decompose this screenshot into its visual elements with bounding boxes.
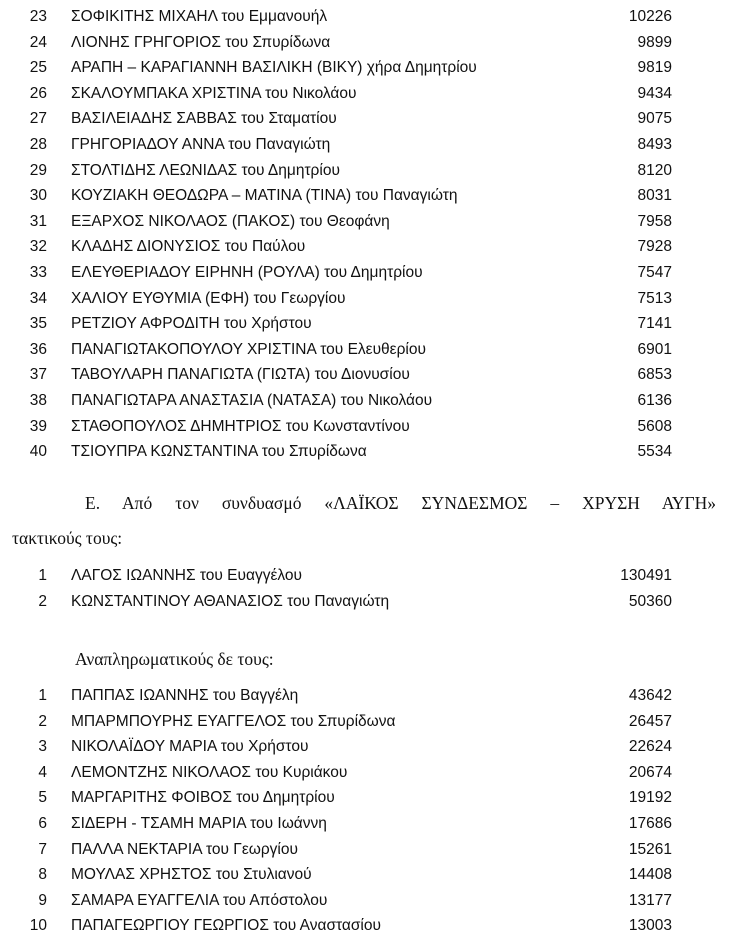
candidate-number: 30 [29,187,47,205]
list-item [0,81,744,107]
list-item [0,811,744,837]
candidate-number: 2 [38,592,47,610]
tactical-members-list [0,563,744,614]
list-item [0,106,744,132]
list-item [0,55,744,81]
candidate-name: ΜΑΡΓΑΡΙΤΗΣ ΦΟΙΒΟΣ του Δημητρίου [71,789,335,807]
candidate-number: 37 [29,366,47,384]
candidate-number: 1 [38,567,47,584]
heading-word: Από [122,493,153,513]
heading-word: Ε. [85,493,101,513]
candidate-name: ΚΩΝΣΤΑΝΤΙΝΟΥ ΑΘΑΝΑΣΙΟΣ του Παναγιώτη [71,592,390,610]
candidate-name: ΜΟΥΛΑΣ ΧΡΗΣΤΟΣ του Στυλιανού [71,866,312,884]
candidate-number: 38 [29,391,47,409]
list-item [0,760,744,786]
candidate-number: 36 [29,340,47,358]
list-item [0,439,744,465]
list-item [0,563,744,589]
candidate-number: 10 [29,917,47,935]
candidate-votes: 19192 [628,789,672,807]
list-item [0,337,744,363]
heading-word: συνδυασμό [221,493,302,513]
list-item [0,683,744,709]
candidate-number: 33 [29,263,47,281]
list-item [0,311,744,337]
candidate-list-previous-party [0,4,744,465]
candidate-name: ΚΛΑΔΗΣ ΔΙΟΝΥΣΙΟΣ του Παύλου [71,238,306,256]
candidate-name: ΧΑΛΙΟΥ ΕΥΘΥΜΙΑ (ΕΦΗ) του Γεωργίου [71,289,346,307]
list-item [0,4,744,30]
candidate-number: 31 [29,212,47,230]
candidate-number: 7 [38,840,47,858]
candidate-votes: 22624 [628,738,672,756]
candidate-number: 27 [29,110,47,128]
candidate-name: ΣΟΦΙΚΙΤΗΣ ΜΙΧΑΗΛ του Εμμανουήλ [71,8,328,25]
candidate-number: 3 [38,738,47,756]
heading-word: ΑΥΓΗ» [661,493,717,513]
candidate-name: ΤΑΒΟΥΛΑΡΗ ΠΑΝΑΓΙΩΤΑ (ΓΙΩΤΑ) του Διονυσίου [71,366,410,384]
heading-word: ΧΡΥΣΗ [582,493,640,513]
list-item [0,913,744,939]
candidate-votes: 5608 [637,417,672,435]
candidate-number: 29 [29,161,47,179]
candidate-name: ΣΑΜΑΡΑ ΕΥΑΓΓΕΛΙΑ του Απόστολου [71,891,328,909]
list-item [0,785,744,811]
candidate-votes: 9434 [637,84,672,102]
list-item [0,132,744,158]
candidate-name: ΒΑΣΙΛΕΙΑΔΗΣ ΣΑΒΒΑΣ του Σταματίου [71,110,337,128]
list-item [0,209,744,235]
candidate-name: ΓΡΗΓΟΡΙΑΔΟΥ ΑΝΝΑ του Παναγιώτη [71,135,331,153]
candidate-votes: 43642 [628,687,672,704]
candidate-name: ΣΚΑΛΟΥΜΠΑΚΑ ΧΡΙΣΤΙΝΑ του Νικολάου [71,84,357,102]
candidate-name: ΕΛΕΥΘΕΡΙΑΔΟΥ ΕΙΡΗΝΗ (ΡΟΥΛΑ) του Δημητρίου [71,263,423,281]
candidate-name: ΝΙΚΟΛΑΪΔΟΥ ΜΑΡΙΑ του Χρήστου [71,738,309,756]
candidate-name: ΛΑΓΟΣ ΙΩΑΝΝΗΣ του Ευαγγέλου [71,567,302,584]
candidate-votes: 7958 [637,212,672,230]
candidate-name: ΠΑΝΑΓΙΩΤΑΚΟΠΟΥΛΟΥ ΧΡΙΣΤΙΝΑ του Ελευθερίου [71,340,426,358]
candidate-number: 5 [38,789,47,807]
list-item [0,888,744,914]
list-item [0,30,744,56]
alternate-members-label: Αναπληρωματικούς δε τους: [75,649,274,669]
candidate-name: ΛΕΜΟΝΤΖΗΣ ΝΙΚΟΛΑΟΣ του Κυριάκου [71,763,348,781]
list-item [0,362,744,388]
heading-word: – [550,493,560,513]
candidate-votes: 7513 [637,289,672,307]
list-item [0,709,744,735]
heading-word: ΣΥΝΔΕΣΜΟΣ [421,493,528,513]
candidate-votes: 6853 [637,366,672,384]
candidate-number: 26 [29,84,47,102]
list-item [0,589,744,615]
candidate-votes: 7928 [637,238,672,256]
candidate-votes: 13003 [628,917,672,935]
candidate-number: 6 [38,814,47,832]
candidate-name: ΡΕΤΖΙΟΥ ΑΦΡΟΔΙΤΗ του Χρήστου [71,315,312,333]
list-item [0,862,744,888]
list-item [0,260,744,286]
candidate-number: 2 [38,712,47,730]
alternate-members-list [0,683,744,939]
candidate-name: ΣΙΔΕΡΗ - ΤΣΑΜΗ ΜΑΡΙΑ του Ιωάννη [71,814,327,832]
candidate-votes: 20674 [628,763,672,781]
list-item [0,234,744,260]
candidate-name: ΕΞΑΡΧΟΣ ΝΙΚΟΛΑΟΣ (ΠΑΚΟΣ) του Θεοφάνη [71,212,390,230]
list-item [0,388,744,414]
candidate-votes: 10226 [628,8,672,25]
candidate-number: 9 [38,891,47,909]
candidate-name: ΣΤΑΘΟΠΟΥΛΟΣ ΔΗΜΗΤΡΙΟΣ του Κωνσταντίνου [71,417,410,435]
candidate-name: ΜΠΑΡΜΠΟΥΡΗΣ ΕΥΑΓΓΕΛΟΣ του Σπυρίδωνα [71,712,396,730]
candidate-number: 28 [29,135,47,153]
list-item [0,837,744,863]
candidate-votes: 14408 [628,866,672,884]
heading-word: «ΛΑΪΚΟΣ [324,493,399,513]
candidate-name: ΠΑΠΑΓΕΩΡΓΙΟΥ ΓΕΩΡΓΙΟΣ του Αναστασίου [71,917,381,935]
candidate-votes: 7141 [637,315,672,333]
candidate-votes: 9899 [637,33,672,51]
candidate-number: 24 [29,33,47,51]
candidate-name: ΠΑΝΑΓΙΩΤΑΡΑ ΑΝΑΣΤΑΣΙΑ (ΝΑΤΑΣΑ) του Νικολάου [71,391,433,409]
candidate-votes: 8120 [637,161,672,179]
list-item [0,734,744,760]
candidate-votes: 6136 [637,391,672,409]
candidate-votes: 5534 [637,443,672,461]
heading-word: τον [175,493,199,513]
candidate-votes: 130491 [620,567,672,584]
candidate-name: ΠΑΠΠΑΣ ΙΩΑΝΝΗΣ του Βαγγέλη [71,687,299,704]
candidate-number: 34 [29,289,47,307]
section-e-heading [85,493,716,514]
list-item [0,414,744,440]
candidate-name: ΤΣΙΟΥΠΡΑ ΚΩΝΣΤΑΝΤΙΝΑ του Σπυρίδωνα [71,443,367,461]
candidate-votes: 17686 [628,814,672,832]
candidate-votes: 26457 [628,712,672,730]
candidate-votes: 8031 [637,187,672,205]
candidate-number: 8 [38,866,47,884]
candidate-number: 40 [29,443,47,461]
candidate-votes: 9819 [637,59,672,77]
list-item [0,183,744,209]
candidate-votes: 15261 [628,840,672,858]
candidate-number: 25 [29,59,47,77]
candidate-votes: 7547 [637,263,672,281]
candidate-number: 35 [29,315,47,333]
candidate-number: 4 [38,763,47,781]
candidate-votes: 8493 [637,135,672,153]
candidate-votes: 6901 [637,340,672,358]
candidate-votes: 50360 [628,592,672,610]
candidate-number: 23 [29,8,47,25]
candidate-votes: 9075 [637,110,672,128]
candidate-name: ΑΡΑΠΗ – ΚΑΡΑΓΙΑΝΝΗ ΒΑΣΙΛΙΚΗ (ΒΙΚΥ) χήρα Δημητρίου [71,59,477,77]
list-item [0,286,744,312]
candidate-name: ΣΤΟΛΤΙΔΗΣ ΛΕΩΝΙΔΑΣ του Δημητρίου [71,161,340,179]
candidate-name: ΛΙΟΝΗΣ ΓΡΗΓΟΡΙΟΣ του Σπυρίδωνα [71,33,331,51]
candidate-votes: 13177 [628,891,672,909]
candidate-number: 32 [29,238,47,256]
candidate-number: 1 [38,687,47,704]
candidate-name: ΚΟΥΖΙΑΚΗ ΘΕΟΔΩΡΑ – ΜΑΤΙΝΑ (ΤΙΝΑ) του Παναγιώτη [71,187,458,205]
list-item [0,158,744,184]
tactical-members-label: τακτικούς τους: [12,528,123,548]
candidate-number: 39 [29,417,47,435]
candidate-name: ΠΑΛΛΑ ΝΕΚΤΑΡΙΑ του Γεωργίου [71,840,298,858]
